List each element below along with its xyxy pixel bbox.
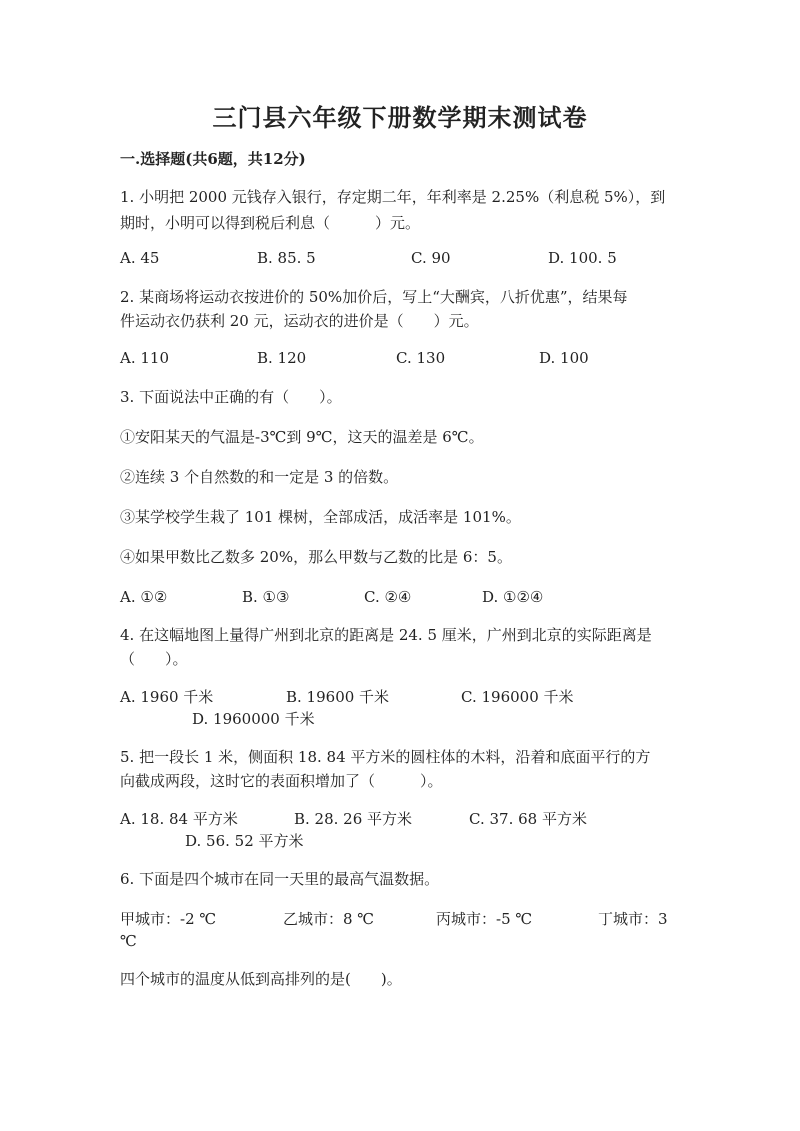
question-2-option-a: A. 110 xyxy=(120,349,169,367)
question-3-statement-3: ③某学校学生栽了 101 棵树，全部成活，成活率是 101%。 xyxy=(120,508,521,526)
question-2-line-2: 件运动衣仍获利 20 元，运动衣的进价是（ ）元。 xyxy=(120,312,479,330)
question-5-option-a: A. 18. 84 平方米 xyxy=(120,810,238,828)
question-3-statement-2: ②连续 3 个自然数的和一定是 3 的倍数。 xyxy=(120,468,399,486)
question-1-line-1: 1. 小明把 2000 元钱存入银行，存定期二年，年利率是 2.25%（利息税 5%），到 xyxy=(120,188,666,206)
question-5-line-2: 向截成两段，这时它的表面积增加了（ ）。 xyxy=(120,772,443,790)
city-b-temperature: 乙城市：8 ℃ xyxy=(283,910,375,928)
page-title: 三门县六年级下册数学期末测试卷 xyxy=(212,103,588,132)
question-2-option-d: D. 100 xyxy=(539,349,589,367)
question-3-option-d: D. ①②④ xyxy=(482,588,544,606)
question-1-option-a: A. 45 xyxy=(120,249,160,267)
city-d-temperature: 丁城市：3 xyxy=(598,910,668,928)
question-6-prompt: 四个城市的温度从低到高排列的是( )。 xyxy=(120,970,402,988)
section-heading: 一.选择题(共6题，共12分) xyxy=(120,150,306,168)
question-2-option-c: C. 130 xyxy=(396,349,446,367)
question-5-line-1: 5. 把一段长 1 米，侧面积 18. 84 平方米的圆柱体的木料，沿着和底面平行的方 xyxy=(120,748,651,766)
question-4-option-b: B. 19600 千米 xyxy=(286,688,390,706)
question-3-statement-4: ④如果甲数比乙数多 20%，那么甲数与乙数的比是 6：5。 xyxy=(120,548,512,566)
question-3-option-a: A. ①② xyxy=(120,588,168,606)
question-4-option-a: A. 1960 千米 xyxy=(120,688,214,706)
question-4-option-c: C. 196000 千米 xyxy=(461,688,574,706)
question-2-line-1: 2. 某商场将运动衣按进价的 50%加价后，写上“大酬宾，八折优惠”，结果每 xyxy=(120,288,628,306)
question-1-option-c: C. 90 xyxy=(411,249,451,267)
city-d-temperature-unit: ℃ xyxy=(120,932,137,950)
question-3-option-b: B. ①③ xyxy=(242,588,290,606)
city-a-temperature: 甲城市：-2 ℃ xyxy=(120,910,217,928)
question-4-option-d: D. 1960000 千米 xyxy=(192,710,315,728)
question-1-option-b: B. 85. 5 xyxy=(257,249,316,267)
question-6-line-1: 6. 下面是四个城市在同一天里的最高气温数据。 xyxy=(120,870,440,888)
question-3-line-1: 3. 下面说法中正确的有（ ）。 xyxy=(120,388,342,406)
question-4-line-1: 4. 在这幅地图上量得广州到北京的距离是 24. 5 厘米，广州到北京的实际距离是 xyxy=(120,626,652,644)
question-5-option-d: D. 56. 52 平方米 xyxy=(185,832,304,850)
question-3-option-c: C. ②④ xyxy=(364,588,412,606)
question-5-option-c: C. 37. 68 平方米 xyxy=(469,810,587,828)
question-4-line-2: （ ）。 xyxy=(120,650,188,668)
city-c-temperature: 丙城市：-5 ℃ xyxy=(436,910,533,928)
question-1-line-2: 期时，小明可以得到税后利息（ ）元。 xyxy=(120,214,421,232)
question-2-option-b: B. 120 xyxy=(257,349,307,367)
question-3-statement-1: ①安阳某天的气温是-3℃到 9℃，这天的温差是 6℃。 xyxy=(120,428,484,446)
question-1-option-d: D. 100. 5 xyxy=(548,249,617,267)
question-5-option-b: B. 28. 26 平方米 xyxy=(294,810,413,828)
